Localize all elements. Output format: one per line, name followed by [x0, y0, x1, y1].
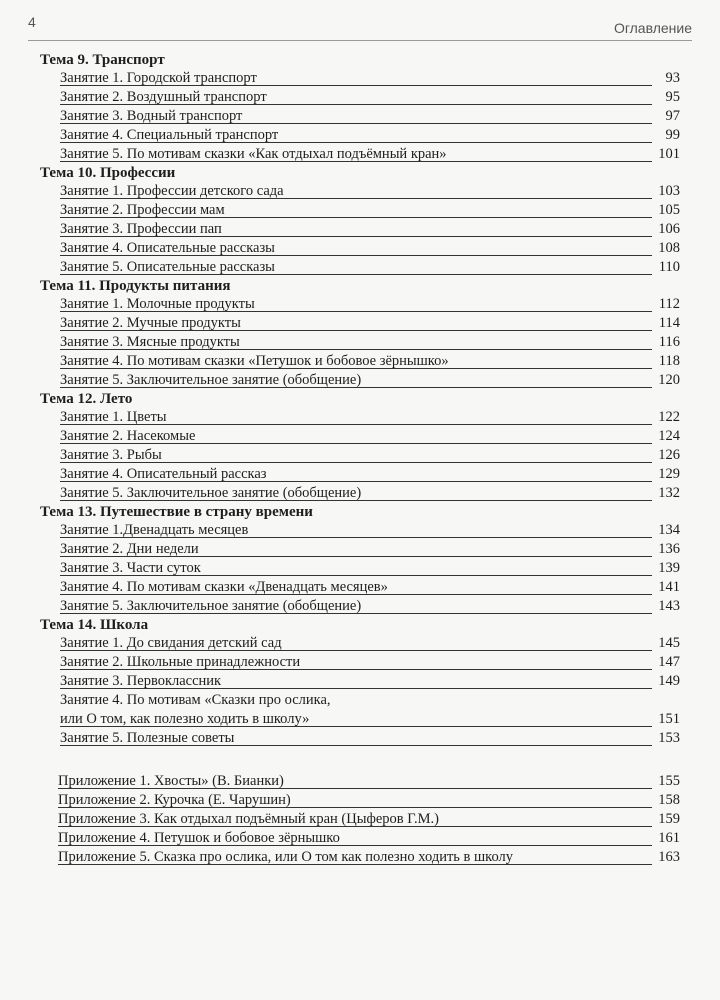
entry-title: Занятие 3. Водный транспорт	[60, 108, 243, 124]
entry-title: Занятие 5. Полезные советы	[60, 730, 235, 746]
toc-entry[interactable]	[60, 314, 680, 333]
toc-entry[interactable]	[60, 729, 680, 748]
toc-entry-appendix[interactable]	[58, 829, 680, 848]
toc-entry[interactable]	[60, 239, 680, 258]
entry-title: Занятие 3. Первоклассник	[60, 673, 222, 689]
entry-page: 158	[658, 792, 680, 808]
entry-page: 161	[658, 830, 680, 846]
toc-entry[interactable]	[60, 597, 680, 616]
entry-title: Занятие 2. Дни недели	[60, 541, 199, 557]
toc-entry[interactable]	[60, 107, 680, 126]
entry-title: Занятие 5. Заключительное занятие (обобщение)	[60, 372, 362, 388]
topic-heading: Тема 12. Лето	[40, 391, 133, 407]
toc-entry[interactable]	[60, 182, 680, 201]
entry-title: Занятие 5. По мотивам сказки «Как отдыхал подъёмный кран»	[60, 146, 447, 162]
entry-page: 126	[658, 447, 680, 463]
entry-page: 122	[658, 409, 680, 425]
topic-heading: Тема 9. Транспорт	[40, 52, 165, 68]
entry-page: 132	[658, 485, 680, 501]
entry-page: 134	[658, 522, 680, 538]
entry-page: 118	[658, 353, 680, 369]
toc-entry[interactable]	[60, 540, 680, 559]
entry-title: Занятие 3. Профессии пап	[60, 221, 222, 237]
entry-page: 97	[665, 108, 680, 124]
entry-title: Занятие 4. Описательные рассказы	[60, 240, 275, 256]
toc-entry[interactable]	[60, 333, 680, 352]
toc-entry[interactable]	[60, 691, 680, 729]
entry-title: Занятие 2. Мучные продукты	[60, 315, 241, 331]
entry-title-line-1: Занятие 4. По мотивам «Сказки про ослика,	[60, 692, 331, 708]
entry-page: 114	[658, 315, 680, 331]
entry-page: 147	[658, 654, 680, 670]
toc-entry[interactable]	[60, 634, 680, 653]
toc-entry[interactable]	[60, 653, 680, 672]
entry-title: Занятие 5. Заключительное занятие (обобщение)	[60, 598, 362, 614]
toc-entry[interactable]	[60, 427, 680, 446]
entry-title: Занятие 1. Молочные продукты	[60, 296, 255, 312]
entry-page: 103	[658, 183, 680, 199]
entry-page: 149	[658, 673, 680, 689]
entry-title: Занятие 4. Специальный транспорт	[60, 127, 279, 143]
topic-heading: Тема 14. Школа	[40, 617, 149, 633]
toc-entry[interactable]	[60, 220, 680, 239]
toc-entry[interactable]	[60, 126, 680, 145]
entry-page: 93	[665, 70, 680, 86]
entry-title: Занятие 2. Насекомые	[60, 428, 196, 444]
entry-title: Занятие 1. Городской транспорт	[60, 70, 257, 86]
entry-title: Занятие 4. По мотивам сказки «Двенадцать месяцев»	[60, 579, 388, 595]
entry-title: Занятие 1. Цветы	[60, 409, 167, 425]
section-spacer	[40, 748, 680, 772]
entry-title: Занятие 2. Воздушный транспорт	[60, 89, 267, 105]
toc-entry-appendix[interactable]	[58, 810, 680, 829]
page-header	[0, 0, 720, 40]
toc-entry[interactable]	[60, 88, 680, 107]
entry-page: 95	[665, 89, 680, 105]
entry-title: Приложение 3. Как отдыхал подъёмный кран (Цыферов Г.М.)	[58, 811, 439, 827]
entry-page: 129	[658, 466, 680, 482]
entry-page: 116	[658, 334, 680, 350]
toc-entry[interactable]	[60, 446, 680, 465]
entry-title: Занятие 2. Школьные принадлежности	[60, 654, 301, 670]
toc-entry[interactable]	[60, 371, 680, 390]
entry-title: Приложение 1. Хвосты» (В. Бианки)	[58, 773, 284, 789]
entry-title: Приложение 2. Курочка (Е. Чарушин)	[58, 792, 291, 808]
toc-entry[interactable]	[60, 69, 680, 88]
toc-entry[interactable]	[60, 521, 680, 540]
toc-entry[interactable]	[60, 352, 680, 371]
entry-page: 99	[665, 127, 680, 143]
toc-entry[interactable]	[60, 578, 680, 597]
topic-heading: Тема 11. Продукты питания	[40, 278, 231, 294]
entry-title: Занятие 1.Двенадцать месяцев	[60, 522, 249, 538]
toc-entry-appendix[interactable]	[58, 848, 680, 867]
entry-title: Занятие 4. Описательный рассказ	[60, 466, 267, 482]
entry-page: 110	[658, 259, 680, 275]
entry-page: 112	[658, 296, 680, 312]
entry-title: Занятие 4. По мотивам сказки «Петушок и бобовое зёрнышко»	[60, 353, 449, 369]
entry-title-line-2: или О том, как полезно ходить в школу»	[60, 711, 310, 727]
entry-page: 105	[658, 202, 680, 218]
entry-title	[60, 691, 680, 729]
toc-entry[interactable]	[60, 559, 680, 578]
entry-title: Занятие 1. Профессии детского сада	[60, 183, 284, 199]
table-of-contents	[40, 51, 680, 867]
entry-page: 136	[658, 541, 680, 557]
topic-heading: Тема 13. Путешествие в страну времени	[40, 504, 313, 520]
toc-entry[interactable]	[60, 295, 680, 314]
entry-page: 106	[658, 221, 680, 237]
entry-page: 143	[658, 598, 680, 614]
entry-title: Занятие 1. До свидания детский сад	[60, 635, 282, 651]
toc-entry-appendix[interactable]	[58, 772, 680, 791]
entry-page: 159	[658, 811, 680, 827]
entry-page: 163	[658, 849, 680, 865]
entry-title: Занятие 5. Описательные рассказы	[60, 259, 275, 275]
entry-page: 139	[658, 560, 680, 576]
entry-page: 155	[658, 773, 680, 789]
entry-page: 141	[658, 579, 680, 595]
toc-entry[interactable]	[60, 201, 680, 220]
entry-title: Занятие 3. Рыбы	[60, 447, 162, 463]
toc-entry[interactable]	[60, 484, 680, 503]
entry-page: 153	[658, 730, 680, 746]
entry-page: 120	[658, 372, 680, 388]
entry-title: Занятие 5. Заключительное занятие (обобщение)	[60, 485, 362, 501]
toc-entry[interactable]	[60, 465, 680, 484]
entry-title: Занятие 3. Части суток	[60, 560, 201, 576]
page-number: 4	[28, 14, 36, 30]
toc-entry[interactable]	[60, 408, 680, 427]
entry-page: 108	[658, 240, 680, 256]
entry-title: Приложение 5. Сказка про ослика, или О том как полезно ходить в школу	[58, 849, 514, 865]
toc-entry[interactable]	[60, 145, 680, 164]
toc-entry[interactable]	[60, 258, 680, 277]
entry-title: Приложение 4. Петушок и бобовое зёрнышко	[58, 830, 340, 846]
topic-heading: Тема 10. Профессии	[40, 165, 176, 181]
running-title: Оглавление	[613, 20, 692, 36]
toc-entry[interactable]	[60, 672, 680, 691]
header-divider	[28, 40, 692, 41]
entry-title: Занятие 2. Профессии мам	[60, 202, 225, 218]
toc-entry-appendix[interactable]	[58, 791, 680, 810]
entry-page: 145	[658, 635, 680, 651]
entry-page: 101	[658, 146, 680, 162]
entry-page: 151	[658, 711, 680, 727]
entry-page: 124	[658, 428, 680, 444]
entry-title: Занятие 3. Мясные продукты	[60, 334, 240, 350]
